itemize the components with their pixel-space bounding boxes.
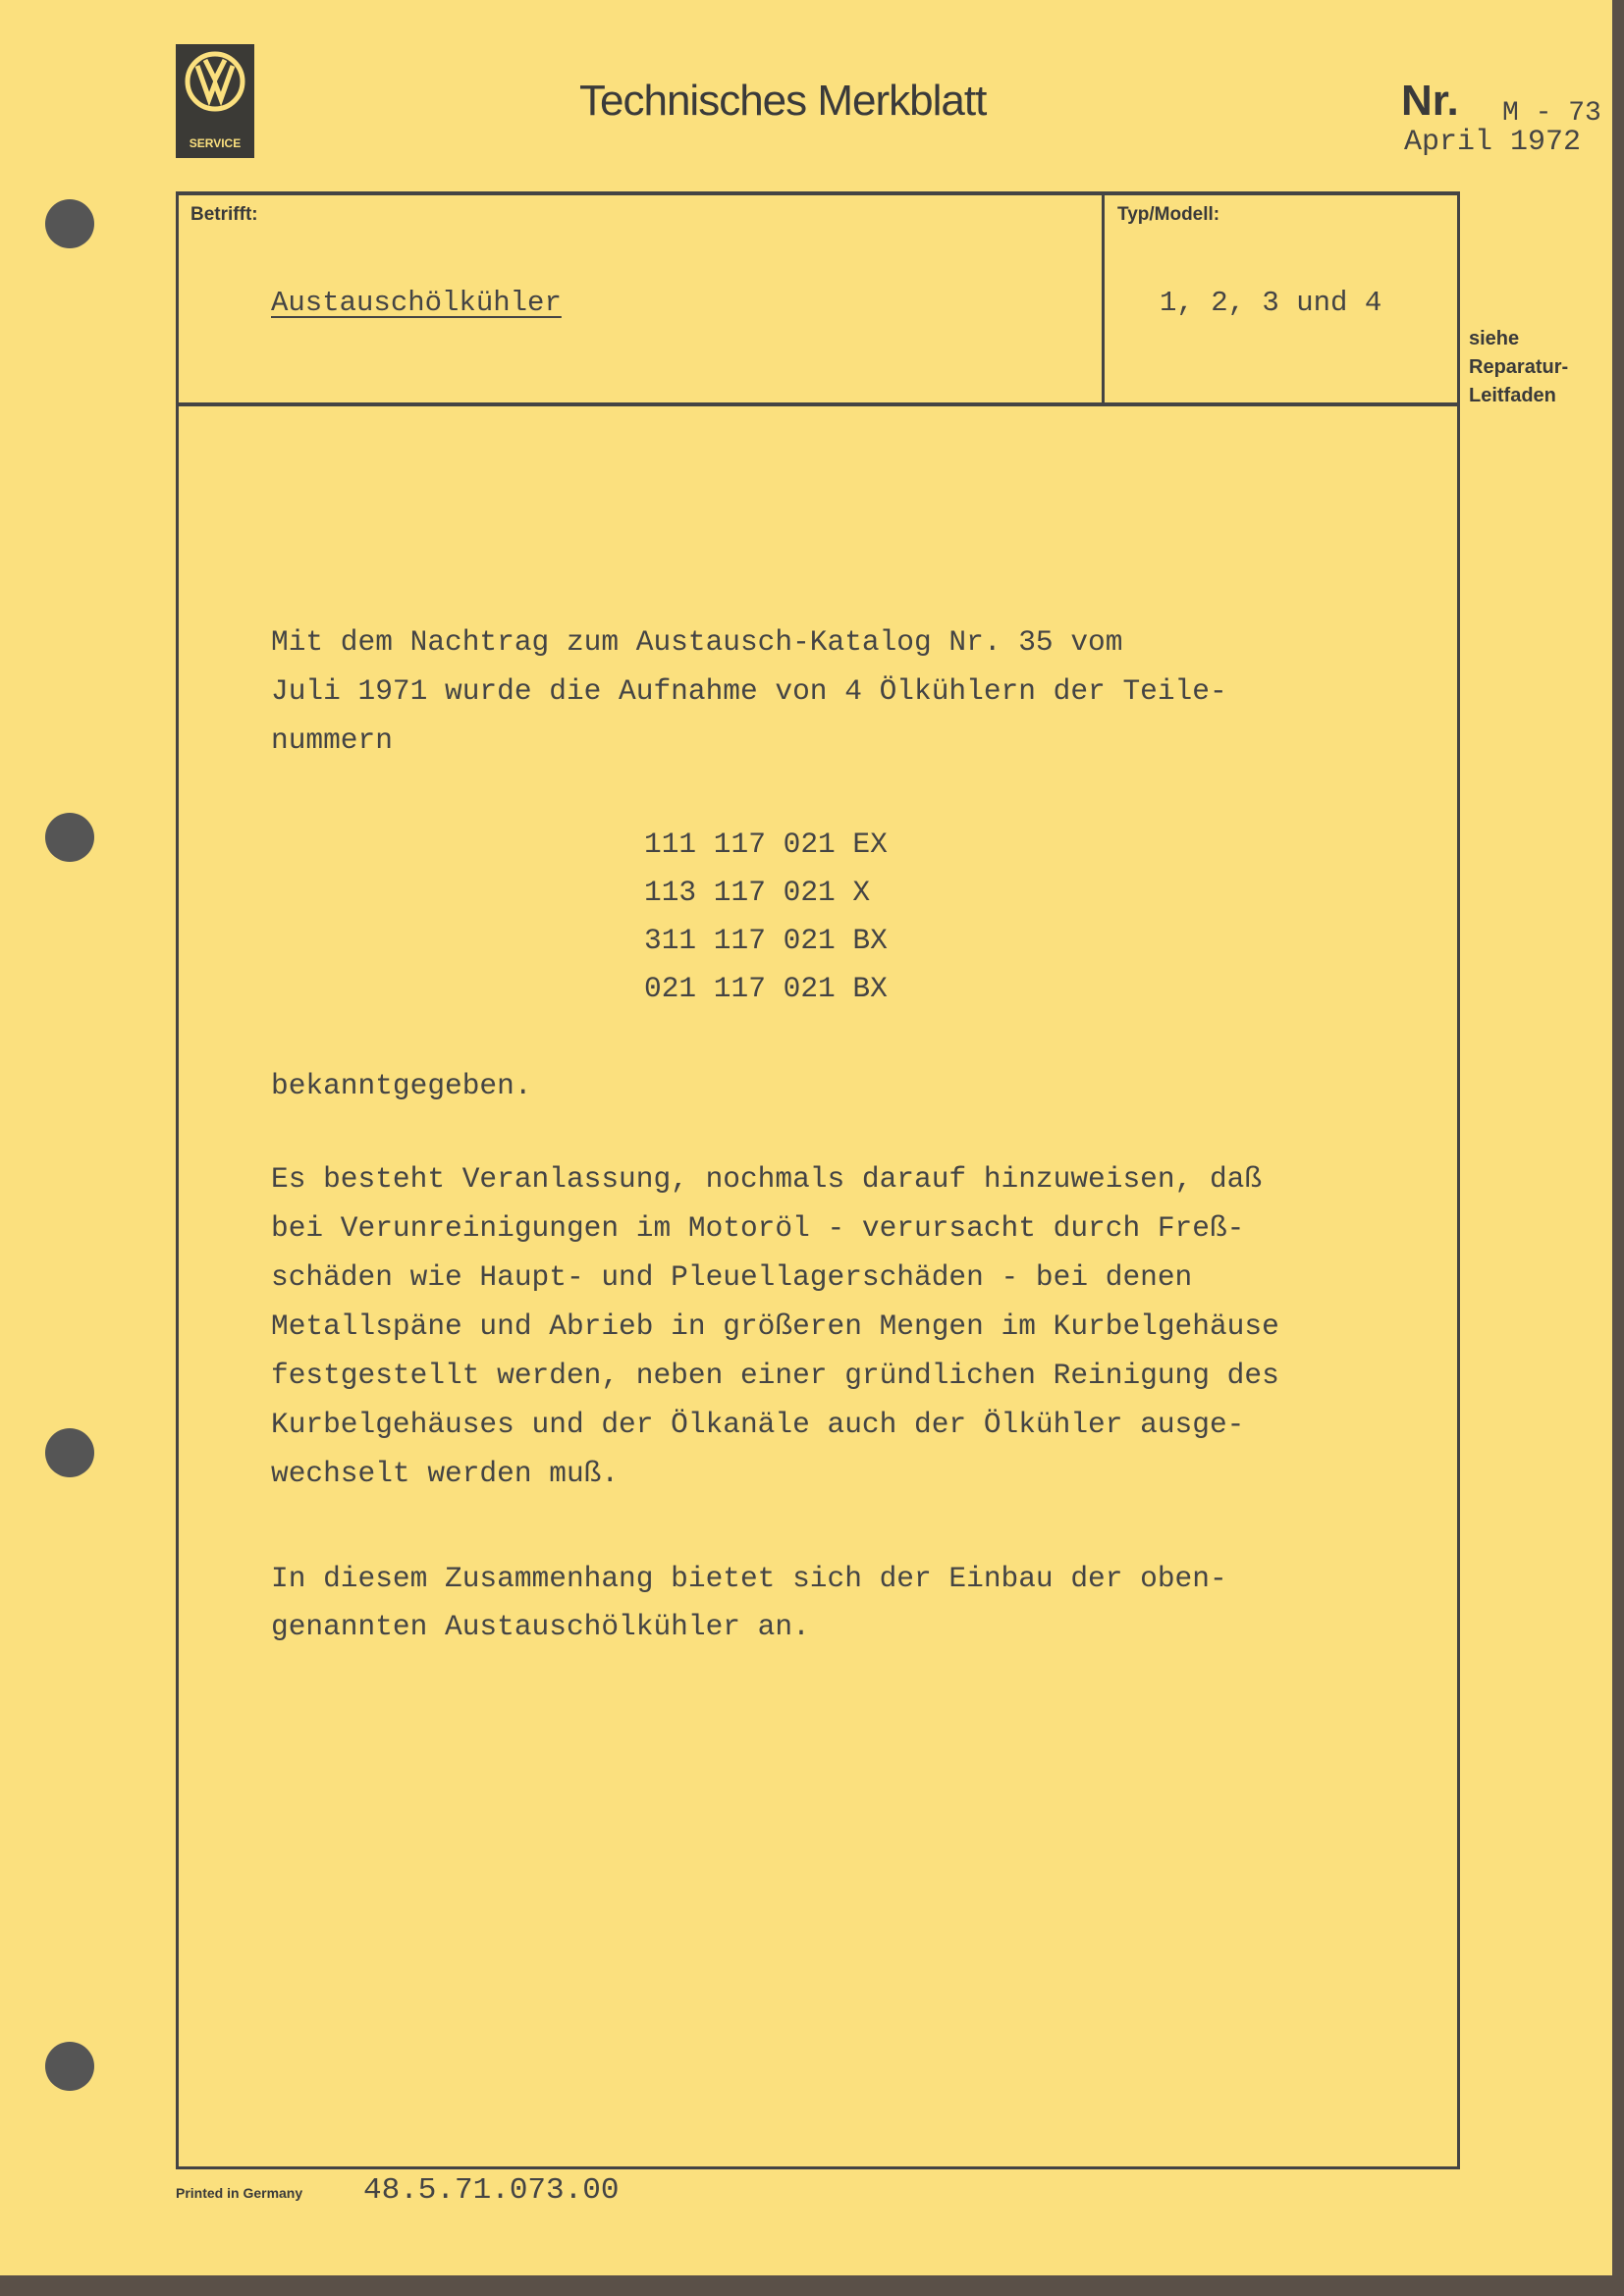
body-line: schäden wie Haupt- und Pleuellagerschäden - bei denen [271,1260,1193,1294]
number-value: M - 73 [1502,98,1601,129]
divider [176,402,1460,406]
model-label: Typ/Modell: [1117,204,1220,225]
body-line: bei Verunreinigungen im Motoröl - verursacht durch Freß- [271,1211,1245,1245]
body-line: genannten Austauschölkühler an. [271,1610,810,1643]
body-line: bekanntgegeben. [271,1069,532,1102]
part-number: 111 117 021 EX [644,828,888,861]
subject-label: Betrifft: [190,204,258,225]
body-line: festgestellt werden, neben einer gründlichen Reinigung des [271,1359,1279,1392]
divider [1102,191,1105,404]
subject-value: Austauschölkühler [271,287,562,319]
document-title: Technisches Merkblatt [579,77,987,125]
body-line: Metallspäne und Abrieb in größeren Mengen im Kurbelgehäuse [271,1309,1279,1343]
punch-hole [45,1428,94,1477]
body-line: In diesem Zusammenhang bietet sich der Einbau der oben- [271,1562,1227,1595]
side-note: Leitfaden [1469,385,1556,406]
punch-hole [45,199,94,248]
body-line: wechselt werden muß. [271,1457,620,1490]
number-label: Nr. [1401,77,1459,125]
vw-service-logo [176,44,254,158]
body-line: Es besteht Veranlassung, nochmals darauf hinzuweisen, daß [271,1162,1263,1196]
body-line: Kurbelgehäuses und der Ölkanäle auch der Ölkühler ausge- [271,1408,1245,1441]
vw-logo-icon [184,50,246,113]
body-line: Mit dem Nachtrag zum Austausch-Katalog Nr. 35 vom [271,625,1123,659]
part-number: 021 117 021 BX [644,972,888,1005]
side-note: siehe [1469,328,1520,349]
print-code: 48.5.71.073.00 [363,2173,620,2208]
part-number: 311 117 021 BX [644,924,888,957]
body-line: Juli 1971 wurde die Aufnahme von 4 Ölkühlern der Teile- [271,674,1227,708]
side-note: Reparatur- [1469,356,1569,378]
part-number: 113 117 021 X [644,876,871,909]
printed-note: Printed in Germany [176,2185,303,2201]
document-date: April 1972 [1404,126,1582,159]
body-line: nummern [271,723,393,757]
punch-hole [45,2042,94,2091]
logo-text: SERVICE [189,136,242,150]
punch-hole [45,813,94,862]
models-value: 1, 2, 3 und 4 [1160,287,1382,319]
